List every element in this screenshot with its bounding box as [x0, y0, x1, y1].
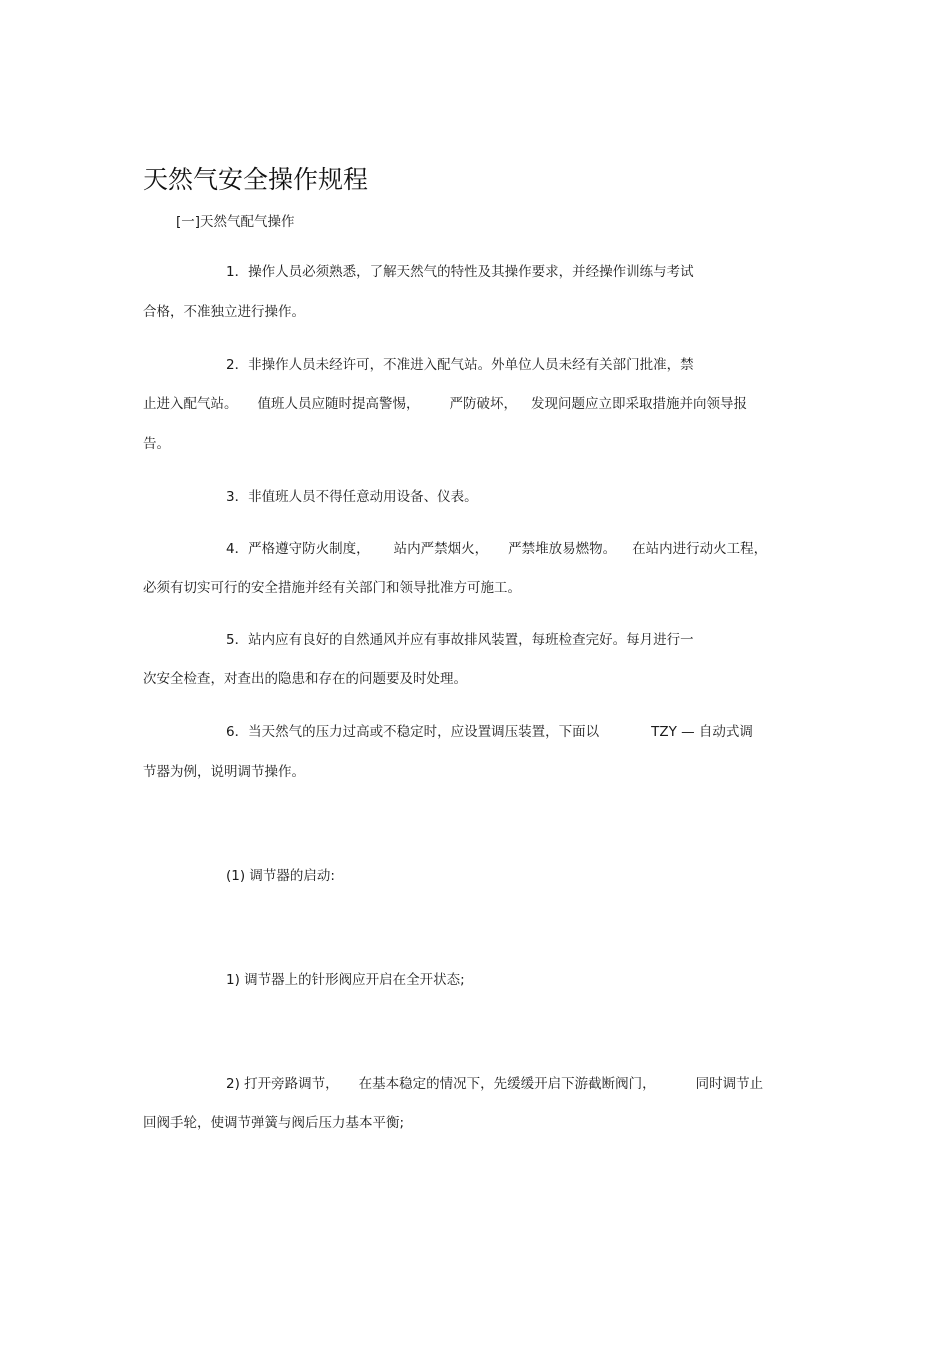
- item1-line2: 合格，不准独立进行操作。: [143, 304, 305, 320]
- step1-line1: 1) 调节器上的针形阀应开启在全开状态;: [226, 972, 465, 988]
- item5-line2: 次安全检查，对查出的隐患和存在的问题要及时处理。: [143, 671, 467, 687]
- item6-line2: 节器为例，说明调节操作。: [143, 764, 305, 780]
- item6-line1-part-b: TZY — 自动式调: [651, 724, 753, 740]
- step2-line1: [226, 1074, 763, 1094]
- item4-line1: [226, 539, 767, 559]
- step2-line1-part-a: 2) 打开旁路调节，: [226, 1076, 339, 1092]
- step2-line1-part-b: 在基本稳定的情况下，先缓缓开启下游截断阀门，: [358, 1076, 656, 1092]
- item6-line1-part-a: 6．当天然气的压力过高或不稳定时，应设置调压装置，下面以: [226, 724, 600, 740]
- item2-line2-part-d: 发现问题应立即采取措施并向领导报: [531, 396, 747, 412]
- item2-line2: [143, 394, 747, 414]
- item3-line1: 3．非值班人员不得任意动用设备、仪表。: [226, 489, 478, 505]
- item5-line1: 5．站内应有良好的自然通风并应有事故排风装置，每班检查完好。每月进行一: [226, 632, 694, 648]
- subsection-heading: (1) 调节器的启动:: [226, 868, 335, 884]
- item2-line2-part-b: 值班人员应随时提高警惕，: [257, 396, 420, 412]
- item1-line1: 1．操作人员必须熟悉，了解天然气的特性及其操作要求，并经操作训练与考试: [226, 264, 694, 280]
- item2-line1: 2．非操作人员未经许可，不准进入配气站。外单位人员未经有关部门批准，禁: [226, 357, 694, 373]
- item2-line3: 告。: [143, 436, 170, 452]
- item4-line1-part-a: 4．严格遵守防火制度，: [226, 541, 370, 557]
- item2-line2-part-c: 严防破坏，: [449, 396, 517, 412]
- step2-line2: 回阀手轮，使调节弹簧与阀后压力基本平衡;: [143, 1115, 405, 1131]
- step2-line1-part-c: 同时调节止: [695, 1076, 764, 1092]
- item6-line1: [226, 722, 753, 742]
- item4-line1-part-c: 严禁堆放易燃物。: [508, 541, 617, 557]
- item4-line1-part-d: 在站内进行动火工程，: [632, 541, 768, 557]
- section-heading: [一]天然气配气操作: [176, 214, 295, 230]
- item4-line1-part-b: 站内严禁烟火，: [393, 541, 489, 557]
- document-title: 天然气安全操作规程: [143, 165, 369, 194]
- item4-line2: 必须有切实可行的安全措施并经有关部门和领导批准方可施工。: [143, 580, 521, 596]
- item2-line2-part-a: 止进入配气站。: [143, 396, 238, 412]
